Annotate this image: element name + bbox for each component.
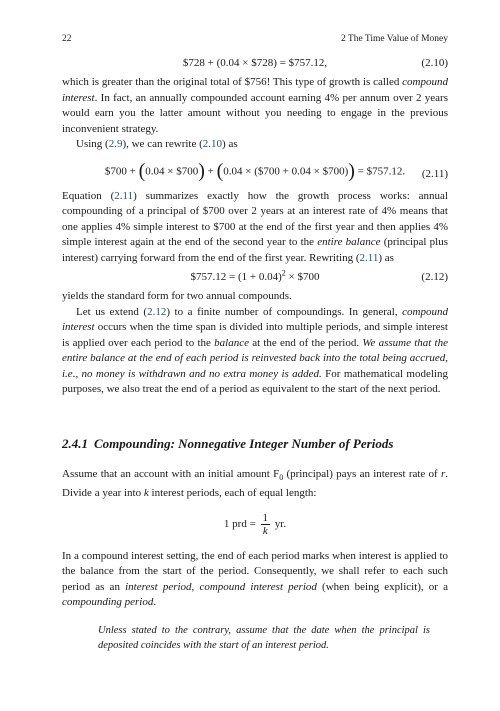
paragraph-interest-period (62, 549, 448, 611)
variable-r: r (440, 468, 446, 481)
equation-2-11-term: 0.04 × ($700 + 0.04 × $700) (223, 164, 349, 177)
equation-2-11-term: 0.04 × $700 (145, 164, 199, 177)
text-run: For mathematical modeling purposes, we also treat the end of a period as equivalent to the start of the next period. (62, 367, 448, 396)
body-text (62, 52, 448, 653)
equation-ref-link[interactable]: 2.9 (108, 138, 123, 150)
equation-2-12 (62, 270, 448, 285)
emphasis-compound-interest: compound interest (62, 305, 448, 334)
equation-ref-link[interactable]: 2.10 (202, 138, 223, 150)
callout-text: Unless stated to the contrary, assume that the date when the principal is deposited coincides with the start of an interest period. (98, 624, 430, 651)
section-number: 2.4.1 (62, 435, 88, 451)
text-run: Using ( (76, 138, 109, 150)
text-run: In a compound interest setting, the end of each period marks when interest is applied to the balance from the start of the period. Consequently, we shall refer to each such period as an (62, 549, 448, 593)
text-run: at the end of the period. (248, 336, 363, 349)
equation-2-12-right: × $700 (285, 271, 320, 284)
equation-2-10 (62, 56, 448, 71)
equation-period-length (62, 512, 448, 537)
text-run: occurs when the time span is divided into multiple periods, and simple interest is applied over each period to the (62, 321, 448, 349)
equation-2-10-number: (2.10) (421, 57, 448, 69)
text-run: (principal) pays an interest rate of (283, 468, 441, 481)
running-title: 2 The Time Value of Money (340, 34, 448, 44)
emphasis-compound-interest: compound interest (62, 76, 448, 104)
text-run: (when being explicit), or a (316, 580, 448, 593)
fraction-denominator: k (262, 524, 268, 537)
big-paren-open: ( (138, 159, 146, 182)
paragraph-account-setup (62, 467, 448, 501)
paragraph-rewrite (62, 137, 448, 153)
paragraph-compound-definition (62, 305, 448, 398)
subscript-zero: 0 (279, 473, 284, 483)
emphasis-entire-balance: entire balance (317, 236, 381, 249)
big-paren-close: ) (198, 159, 205, 182)
text-run: Assume that an account with an initial amount F (62, 468, 280, 481)
variable-k: k (143, 487, 149, 500)
equation-2-12-left: $757.12 = (1 + 0.04) (190, 271, 282, 284)
fraction-numerator: 1 (262, 511, 269, 524)
emphasis-balance: balance (214, 336, 249, 349)
equation-2-11-term: + (204, 164, 217, 177)
equation-ref-link[interactable]: 2.12 (147, 305, 167, 318)
emphasis-interest-period: interest period (125, 580, 192, 593)
page-number: 22 (62, 34, 72, 44)
big-paren-close: ) (348, 159, 355, 182)
equation-2-10-body: $728 + (0.04 × $728) = $757.12, (182, 57, 328, 69)
equation-2-11 (62, 161, 448, 181)
equation-2-12-number: (2.12) (421, 271, 448, 284)
emphasis-compound-interest-period: compound interest period (199, 580, 317, 593)
fraction (261, 512, 271, 537)
text-run: . Divide a year into (62, 468, 448, 500)
emphasis-reinvest-assumption: We assume that the entire balance at the end of each period is reinvested back into the total being accrued, i.e., no money is withdrawn and no extra money is added. (62, 336, 448, 380)
equation-ref-link[interactable]: 2.11 (114, 189, 134, 202)
text-run: ) as (378, 251, 394, 264)
equation-2-11-term: = $757.12. (354, 164, 406, 177)
text-run: which is greater than the original total of $756! This type of growth is called (62, 76, 403, 88)
text-run: Let us extend ( (76, 305, 148, 318)
text-run: (principal plus interest) carrying forward from the end of the first year. Rewriting ( (62, 236, 449, 264)
period-eq-left: 1 prd = (223, 517, 259, 530)
text-run: yields the standard form for two annual compounds. (62, 290, 292, 303)
running-header (62, 34, 448, 44)
text-run: ) as (222, 138, 238, 150)
paragraph-equation-explanation (62, 189, 448, 267)
text-run: interest periods, each of equal length: (148, 487, 317, 500)
section-heading (62, 436, 448, 452)
text-run: . (153, 596, 157, 609)
equation-ref-link[interactable]: 2.11 (359, 251, 379, 264)
equation-2-12-exponent: 2 (281, 268, 286, 278)
text-run: . In fact, an annually compounded account earning 4% per annum over 2 years would earn you the latter amount without you needing to engage in the previous inconvenient strategy. (62, 91, 448, 135)
text-run: , (191, 580, 200, 593)
paragraph-standard-form (62, 289, 448, 305)
section-title: Compounding: Nonnegative Integer Number of Periods (94, 435, 394, 451)
emphasis-compounding-period: compounding period (62, 596, 154, 609)
equation-2-11-number: (2.11) (421, 167, 448, 180)
paragraph-compound-intro (62, 75, 448, 137)
text-run: ), we can rewrite ( (122, 138, 203, 150)
big-paren-open: ( (216, 159, 224, 182)
text-run: ) summarizes exactly how the growth process works: annual compounding of a principal of $700 over 2 years at an interest rate of 4% means that one applies 4% simple interest to $700 at the end of the first year and then applies 4% simple interest again at the end of the second year to the (62, 189, 448, 249)
assumption-callout (98, 623, 430, 653)
text-run: ) to a finite number of compoundings. In general, (166, 305, 403, 318)
equation-2-11-term: $700 + (104, 164, 139, 177)
text-run: Equation ( (62, 189, 115, 202)
period-eq-right: yr. (272, 517, 287, 530)
